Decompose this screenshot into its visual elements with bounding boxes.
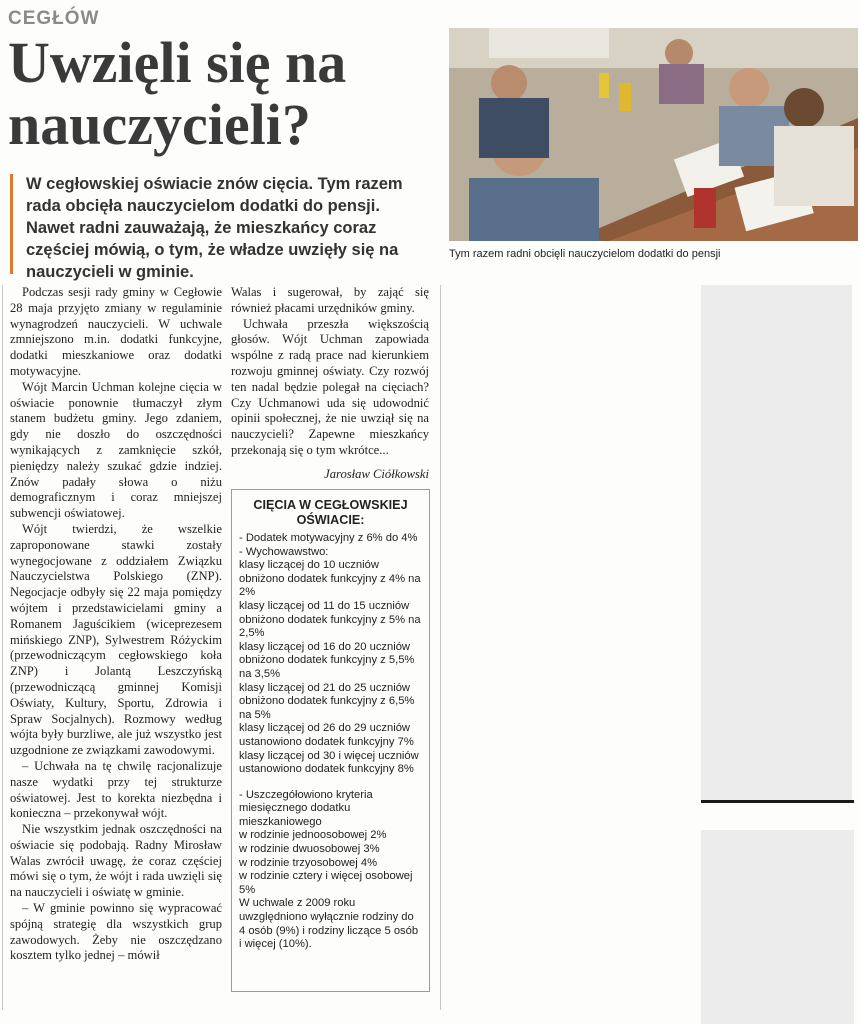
- info-box-gap: [239, 777, 422, 789]
- headline: Uwzięli się na nauczycieli?: [8, 30, 347, 157]
- paragraph: – Uchwała na tę chwilę racjonalizuje nasze wydatki przy tej strukturze oświatowej. Jest to korekta niezbędna i konieczna – przekonywał wójt.: [10, 758, 222, 821]
- info-box-line: W uchwale z 2009 roku uwzględniono wyłącznie rodziny do 4 osób (9%) i rodziny liczące 5 osób i więcej (10%).: [239, 897, 419, 951]
- scan-background-panel-lower: [701, 830, 854, 1024]
- paragraph: Uchwała przeszła większością głosów. Wójt Uchman zapowiada wspólne z radą prace nad kierunkiem rozwoju gminnej oświaty. Czy rozwój ten nadal będzie polegał na cięciach? Czy Uchmanowi uda się udowodnić opinii społecznej, że nie uwziął się na nauczycieli? Zapewne mieszkańcy przekonają się o tym wkrótce...: [231, 316, 429, 457]
- section-label: CEGŁÓW: [8, 8, 100, 29]
- article-column-2: [231, 285, 429, 483]
- info-box-line: klasy liczącej od 30 i więcej uczniów ustanowiono dodatek funkcyjny 8%: [239, 749, 419, 776]
- info-box-line: w rodzinie dwuosobowej 3%: [239, 843, 380, 856]
- paragraph: Podczas sesji rady gminy w Cegłowie 28 maja przyjęto zmiany w regulaminie wynagrodzeń nauczycieli. W uchwale zmniejszono m.in. dodatki funkcyjne, dodatki mieszkaniowe oraz dodatki motywacyjne.: [10, 285, 222, 378]
- info-box-line: klasy liczącej od 16 do 20 uczniów obniżono dodatek funkcyjny z 5,5% na 3,5%: [239, 640, 415, 680]
- info-box-line: w rodzinie trzyosobowej 4%: [239, 856, 378, 869]
- council-meeting-photo: [449, 28, 858, 241]
- column-rule-right: [440, 285, 441, 1010]
- info-box-line: klasy liczącej od 26 do 29 uczniów ustanowiono dodatek funkcyjny 7%: [239, 722, 414, 748]
- info-box-line: klasy liczącej od 21 do 25 uczniów obniżono dodatek funkcyjny z 6,5% na 5%: [239, 681, 415, 721]
- info-box-title: CIĘCIA W CEGŁOWSKIEJ OŚWIACIE:: [253, 498, 408, 527]
- scan-background-panel: [701, 285, 852, 800]
- info-box-line: - Wychowawstwo:: [239, 545, 329, 558]
- scan-edge-line: [701, 800, 854, 803]
- paragraph: – W gminie powinno się wypracować spójną strategię dla wszystkich grup zawodowych. Żeby nie oszczędzano kosztem tylko jednej – mówił: [10, 901, 222, 963]
- lead-paragraph: W cegłowskiej oświacie znów cięcia. Tym razem rada obcięła nauczycielom dodatki do pensji. Nawet radni zauważają, że mieszkańcy coraz częściej mówią, o tym, że władze uwzięły się na nauczycieli w gminie.: [26, 175, 403, 281]
- photo-illustration: [449, 28, 858, 241]
- cuts-info-box: [231, 489, 430, 992]
- article-column-1: [10, 285, 222, 1010]
- info-box-line: klasy liczącej od 11 do 15 uczniów obniżono dodatek funkcyjny z 5% na 2,5%: [239, 599, 421, 640]
- photo-caption: Tym razem radni obcięli nauczycielom dodatki do pensji: [449, 248, 721, 260]
- author-signature: Jarosław Ciółkowski: [324, 466, 429, 481]
- paragraph: Wójt Marcin Uchman kolejne cięcia w oświacie ponownie tłumaczył złym stanem budżetu gminy. Jego zdaniem, gdy nie doszło do oszczędności wynikających z zamknięcie szkół, pieniędzy należy szukać gdzie indziej. Znów padały słowa o niżu demograficznym i coraz mniejszej subwencji oświatowej.: [10, 379, 222, 521]
- paragraph: Wójt twierdzi, że wszelkie zaproponowane stawki zostały wynegocjowane z oddziałem Związku Nauczycielstwa Polskiego (ZNP). Negocjacje odbyły się 22 maja pomiędzy wójtem i przedstawicielami gminy a Romanem Jaguścikiem (wiceprezesem mińskiego ZNP), Sylwestrem Różyckim (przewodniczącym cegłowskiego koła ZNP) i Jolantą Leszczyńską (przewodniczącą gminnej Komisji Oświaty, Kultury, Sportu, Zdrowia i Spraw Socjalnych). Rozmowy według wójta były burzliwe, ale już wszystko jest uzgodnione ze związkami zawodowymi.: [10, 521, 222, 758]
- paragraph: Nie wszystkim jednak oszczędności na oświacie się podobają. Radny Mirosław Walas zwrócił uwagę, że coraz częściej mówi się o tym, że wójt i rada uwzięli się na nauczycieli i oświatę w gminie.: [10, 822, 222, 900]
- info-box-line: - Uszczegółowiono kryteria miesięcznego dodatku mieszkaniowego: [239, 788, 373, 828]
- info-box-line: - Dodatek motywacyjny z 6% do 4%: [239, 532, 418, 544]
- paragraph: Walas i sugerował, by zająć się również płacami urzędników gminy.: [231, 285, 429, 315]
- info-box-line: klasy liczącej do 10 uczniów obniżono dodatek funkcyjny z 4% na 2%: [239, 559, 421, 599]
- lead-accent-bar: [10, 174, 13, 274]
- info-box-line: w rodzinie jednoosobowej 2%: [239, 829, 387, 842]
- info-box-line: w rodzinie cztery i więcej osobowej 5%: [239, 870, 413, 896]
- column-rule-left: [2, 285, 3, 1010]
